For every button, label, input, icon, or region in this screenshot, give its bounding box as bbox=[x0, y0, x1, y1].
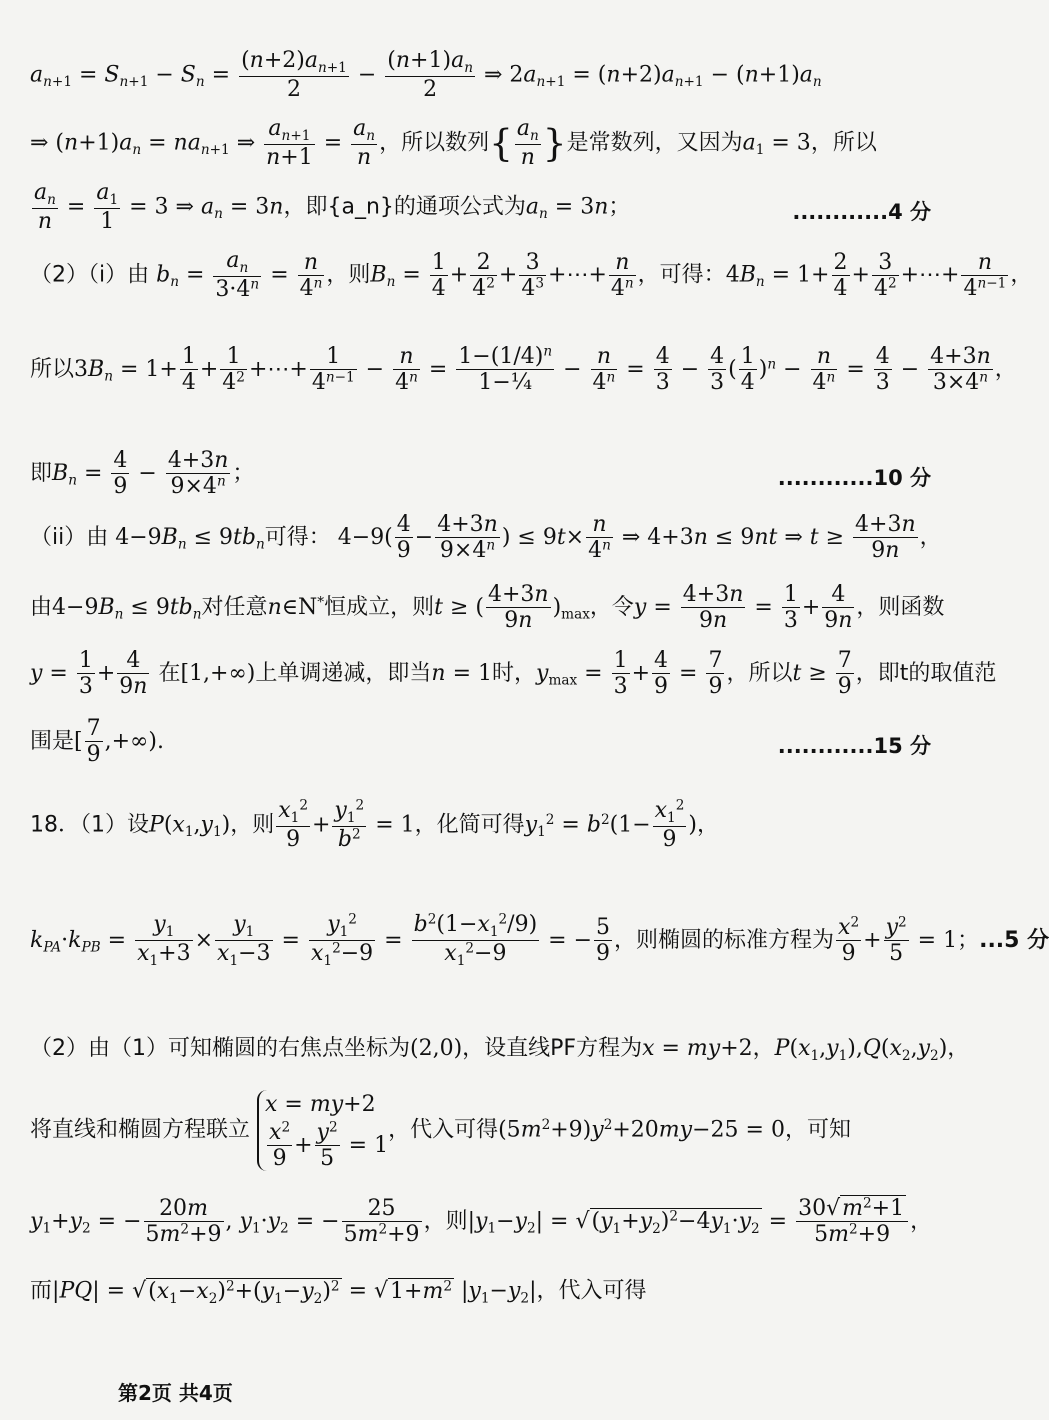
formula-line-11: 18．（1）设$P(x_1,y_1)$，则 $\frac{x_1^2}{9}$ + $\frac{y_1^2}{b^2}$ = 1，化简可得$y_1^2 = b^2(1-$ $\frac{x_1^2}{9}$ )， bbox=[30, 797, 719, 853]
formula-line-13: （2）由（1）可知椭圆的右焦点坐标为(2,0)，设直线PF方程为x = my+2，$P(x_1,y_1),Q(x_2,y_2)$， bbox=[30, 1036, 970, 1064]
formula-line-7: （ii）由 $4-9B_n \le 9tb_n$可得： 4−9( $\frac{4}{9}$ − $\frac{4+3n}{9\times 4^n}$ ) ≤ 9t× $\frac{n}{4^n}$ ⇒ 4+3n ≤ 9nt ⇒ t ≥ $\frac{4+3n}{9n}$ ， bbox=[30, 512, 942, 564]
formula-line-3: $\frac{a_n}{n}$ = $\frac{a_1}{1}$ = 3 ⇒ $a_n = 3n$，即{a_n}的通项公式为$a_n = 3n$； bbox=[34, 180, 631, 235]
formula-line-5: 所以$3B_n = 1+$ $\frac{1}{4}$ + $\frac{1}{4^2}$ +⋯+ $\frac{1}{4^{n-1}}$ − $\frac{n}{4^n}$ = $\frac{1-(1/4)^n}{\text{1−¼}}$ − $\frac{n}{4^n}$ = $\frac{4}{3}$ − $\frac{4}{3}$ ( $\frac{1}{4}$ )$^n$ − $\frac{n}{4^n}$ = $\frac{4}{3}$ − $\frac{4+3n}{3\times 4^n}$ ， bbox=[30, 343, 1017, 396]
score-15: ............15 分 bbox=[777, 734, 931, 758]
formula-line-15: $y_1+y_2$ = − $\frac{20m}{5m^2+9}$ , $y_1\cdot y_2$ = − $\frac{25}{5m^2+9}$ ，则$|y_1-y_2| = √(y_1+y_2)^2-4y_1\cdot y_2$ = $\frac{30√m^2+1}{5m^2+9}$ ， bbox=[30, 1195, 933, 1248]
formula-line-14: 将直线和椭圆方程联立 x = my+2 $\frac{x^2}{9}$ + $\frac{y^2}{5}$ = 1 ，代入可得$(5m^2+9)y^2+20my-25 = 0$，可知 bbox=[30, 1092, 851, 1171]
formula-line-6: 即$B_n$ = $\frac{4}{9}$ − $\frac{4+3n}{9\times 4^n}$ ； bbox=[30, 448, 255, 500]
formula-line-8: 由$4-9B_n \le 9tb_n$对任意n∈N*恒成立，则t ≥ ( $\frac{4+3n}{9n}$ )$_{max}$，令y = $\frac{4+3n}{9n}$ = $\frac{1}{3}$ + $\frac{4}{9n}$ ，则函数 bbox=[30, 582, 945, 634]
score-10: ............10 分 bbox=[777, 466, 931, 490]
formula-line-12: $k_{PA}\cdot k_{PB}$ = $\frac{y_1}{x_1+3}$ × $\frac{y_1}{x_1-3}$ = $\frac{y_1^2}{x_1^2-9}$ = $\frac{b^2(1-x_1^2/9)}{x_1^2-9}$ = − $\frac{5}{9}$ ，则椭圆的标准方程为 $\frac{x^2}{9}$ + $\frac{y^2}{5}$ = 1；...5 分 bbox=[30, 911, 1049, 970]
formula-line-10: 围是[ $\frac{7}{9}$ ,+∞). bbox=[30, 716, 164, 768]
formula-line-2: ⇒ $(n+1)a_n = na_{n+1}$ ⇒ $\frac{a_{n+1}}{n+1}$ = $\frac{a_n}{n}$ ，所以数列{ $\frac{a_n}{n}$ }是常数列，又因为$a_1 = 3$，所以 bbox=[30, 116, 877, 171]
formula-line-9: y = $\frac{1}{3}$ + $\frac{4}{9n}$ 在[1,+∞)上单调递减，即当n = 1时，$y_{max}$ = $\frac{1}{3}$ + $\frac{4}{9}$ = $\frac{7}{9}$ ，所以t ≥ $\frac{7}{9}$ ，即t的取值范 bbox=[30, 648, 997, 700]
page-footer: 第2页 共4页 bbox=[118, 1381, 233, 1405]
score-4: ............4 分 bbox=[792, 200, 931, 224]
formula-line-4: （2）（i）由 $b_n$ = $\frac{a_n}{3\cdot 4^n}$ = $\frac{n}{4^n}$ ，则$B_n$ = $\frac{1}{4}$ + $\frac{2}{4^2}$ + $\frac{3}{4^3}$ +⋯+ $\frac{n}{4^n}$ ，可得：$4B_n = 1+$ $\frac{2}{4}$ + $\frac{3}{4^2}$ +⋯+ $\frac{n}{4^{n-1}}$ ， bbox=[30, 248, 1033, 303]
formula-line-16: 而$|PQ| = √(x_1-x_2)^2+(y_1-y_2)^2 = √1+m^2$ $|y_1-y_2|$，代入可得 bbox=[30, 1278, 647, 1307]
formula-line-1: $a_{n+1} = S_{n+1} - S_n$ = $\frac{(n+2)a_{n+1}}{2}$ − $\frac{(n+1)a_n}{2}$ ⇒ $2a_{n+1} = (n+2)a_{n+1} - (n+1)a_n$ bbox=[30, 48, 822, 103]
